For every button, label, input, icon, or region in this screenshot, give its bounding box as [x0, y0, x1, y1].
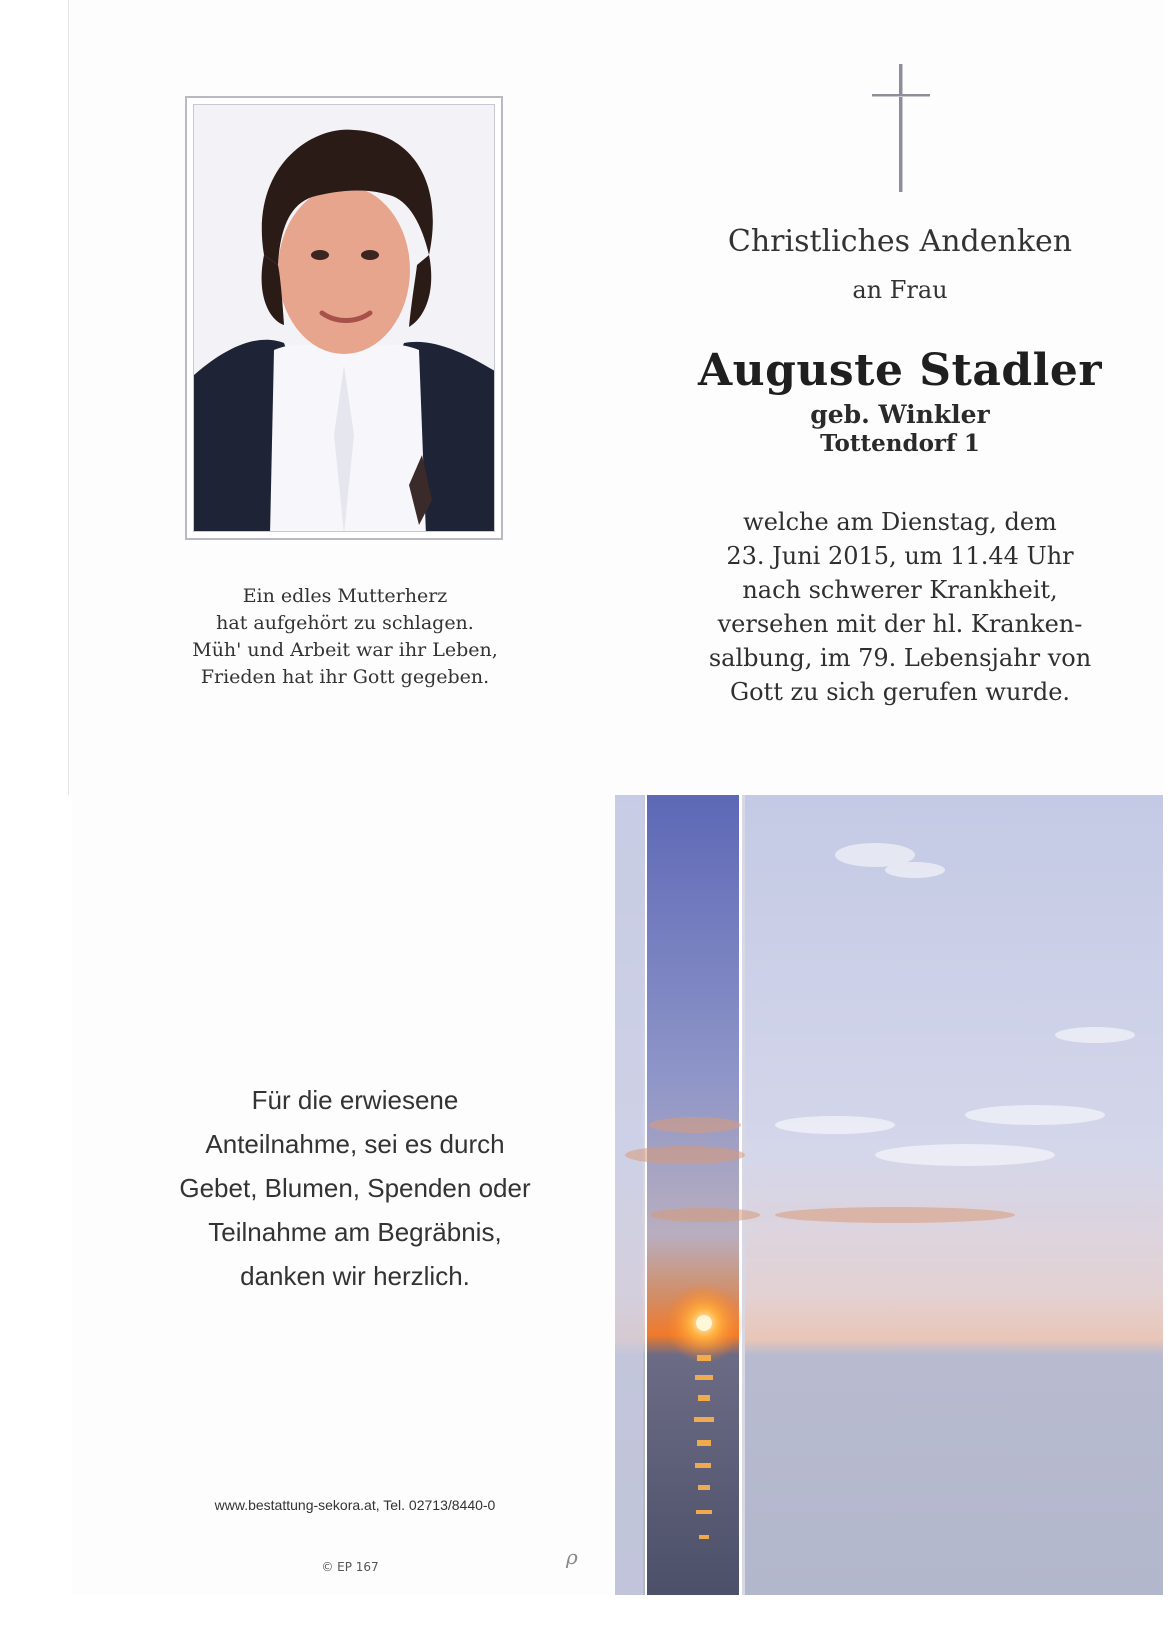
death-notice-line: welche am Dienstag, dem: [743, 508, 1057, 536]
birth-name: geb. Winkler: [810, 400, 990, 429]
sunset-sea-image: [615, 795, 1163, 1595]
salutation: an Frau: [852, 276, 948, 304]
portrait-photo: [193, 104, 495, 532]
initial-mark: ρ: [566, 1545, 578, 1569]
card-heading: Christliches Andenken: [727, 224, 1073, 259]
thank-you-text: [140, 1078, 570, 1298]
death-notice-line: versehen mit der hl. Kranken-: [717, 610, 1083, 638]
poem-line: hat aufgehört zu schlagen.: [216, 612, 474, 634]
death-notice-line: 23. Juni 2015, um 11.44 Uhr: [726, 542, 1074, 570]
cross-icon: [866, 64, 936, 192]
poem-line: Frieden hat ihr Gott gegeben.: [200, 666, 490, 688]
death-notice: [660, 505, 1140, 709]
poem-line: Müh' und Arbeit war ihr Leben,: [192, 639, 498, 661]
thank-you-line: Für die erwiesene: [251, 1085, 459, 1115]
address: Tottendorf 1: [820, 430, 980, 457]
portrait-frame: [185, 96, 503, 540]
death-notice-line: salbung, im 79. Lebensjahr von: [708, 644, 1092, 672]
thank-you-line: Teilnahme am Begräbnis,: [208, 1217, 502, 1247]
contact-line: www.bestattung-sekora.at, Tel. 02713/8440-0: [214, 1497, 496, 1513]
deceased-name: Auguste Stadler: [697, 345, 1103, 396]
thank-you-line: Anteilnahme, sei es durch: [205, 1129, 505, 1159]
thank-you-line: danken wir herzlich.: [240, 1261, 470, 1291]
thank-you-line: Gebet, Blumen, Spenden oder: [179, 1173, 531, 1203]
poem: [160, 583, 530, 691]
death-notice-line: nach schwerer Krankheit,: [742, 576, 1058, 604]
poem-line: Ein edles Mutterherz: [242, 585, 448, 607]
death-notice-line: Gott zu sich gerufen wurde.: [729, 678, 1071, 706]
copyright: © EP 167: [321, 1560, 379, 1574]
